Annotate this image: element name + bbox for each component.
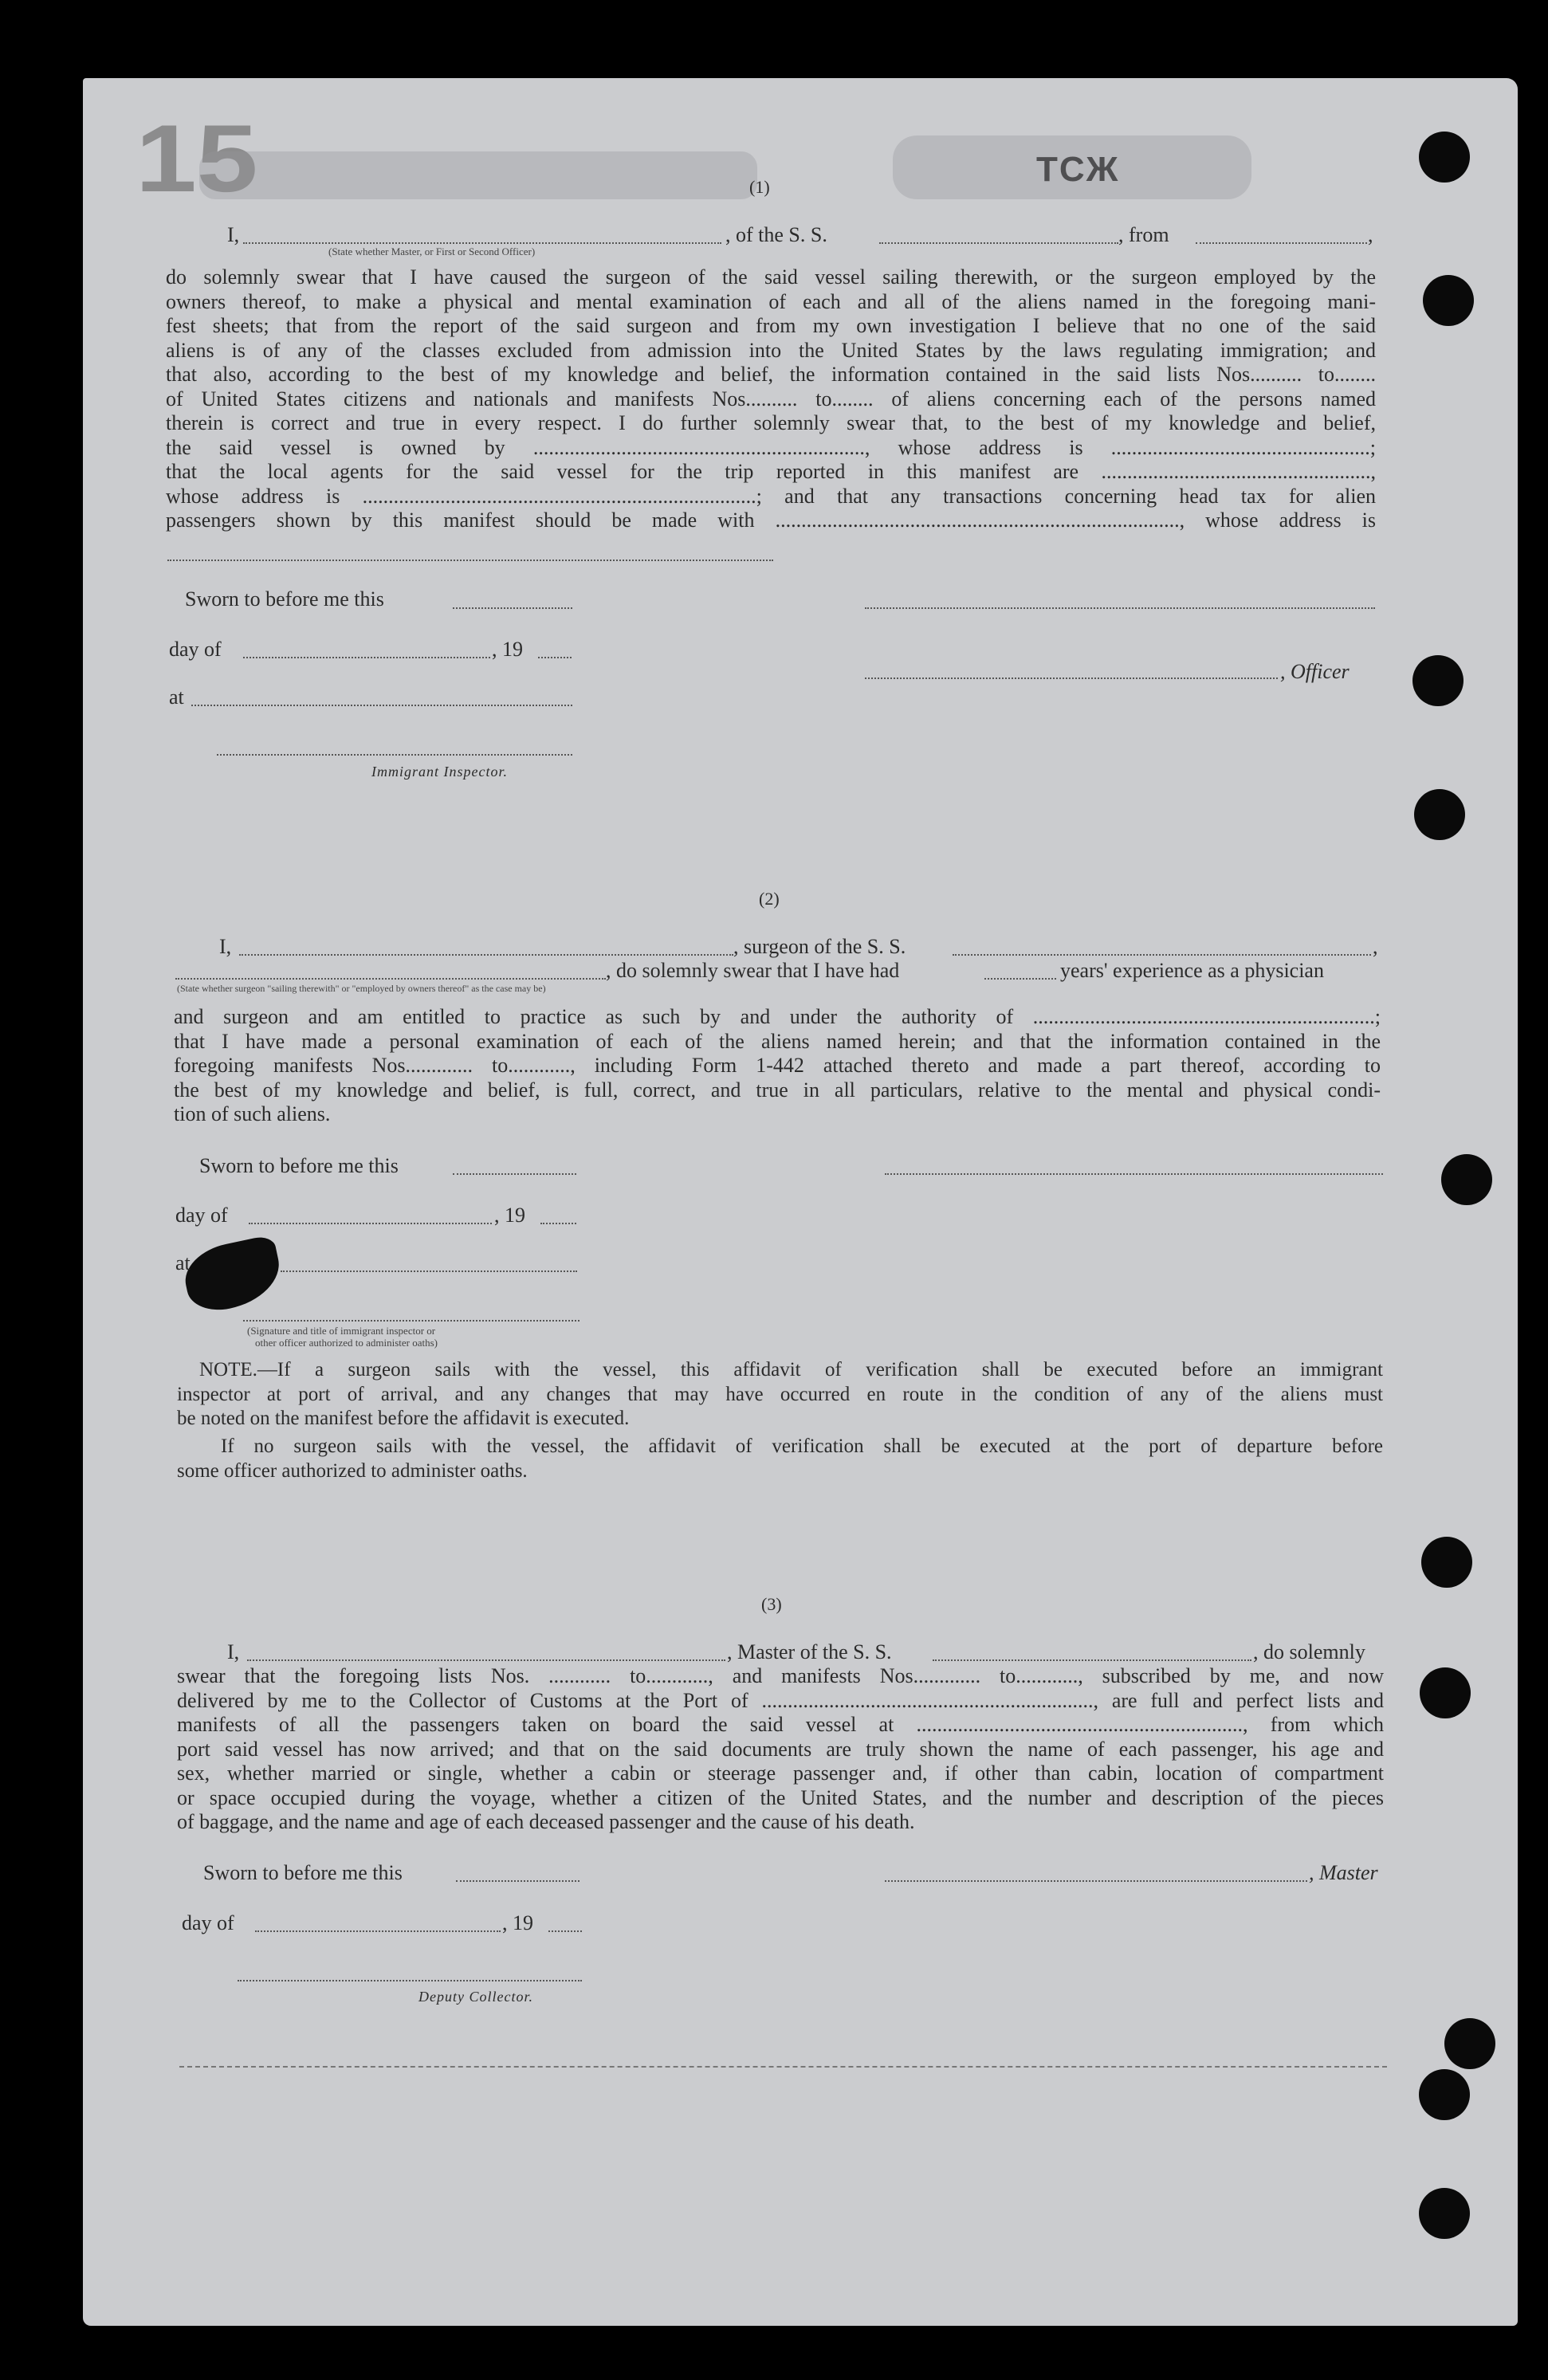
punch-hole [1423,275,1474,326]
section2-i: I, [219,935,232,958]
day-field[interactable] [255,1930,501,1932]
address-continuation-field[interactable] [167,560,773,561]
officer-label: , Officer [1280,660,1350,683]
punch-hole [1444,2018,1495,2069]
at-field[interactable] [191,705,572,706]
stamp-number: 15 [135,105,258,212]
section2-number: (2) [759,889,780,909]
deputy-signature-field[interactable] [238,1980,582,1981]
punch-hole [1412,655,1464,706]
sworn-label: Sworn to before me this [203,1861,403,1884]
do-solemnly-label: , do solemnly swear that I have had [606,959,900,982]
surgeon-name-field[interactable] [239,954,733,956]
stamp-top-right: ТСЖ [1036,150,1120,189]
day-of-label: day of [175,1204,228,1227]
para-line: owners thereof, to make a physical and mental examination of each and all of the aliens named in the foregoing mani- [166,289,1376,313]
para-line: that the local agents for the said vessel for the trip reported in this manifest are ...................................................., [166,460,1376,483]
para-line: of baggage, and the name and age of each deceased passenger and the cause of his death. [177,1810,915,1833]
officer-signature-top[interactable] [865,607,1375,609]
punch-hole [1414,789,1465,840]
para-line: and surgeon and am entitled to practice as such by and under the authority of ..................................................................; [174,1005,1381,1028]
para-line: be noted on the manifest before the affidavit is executed. [177,1408,630,1429]
section1-i: I, [227,223,240,246]
comma: , [1373,935,1378,958]
master-signature-field[interactable] [885,1880,1307,1882]
surgeon-status-field[interactable] [175,978,606,980]
para-line: foregoing manifests Nos............. to............, including Form 1-442 attached thereto and made a part thereof, according to [174,1054,1381,1077]
surgeon-of-label: , surgeon of the S. S. [733,935,906,958]
para-line: swear that the foregoing lists Nos. ............ to............, and manifests Nos............. to............, subscribed by me, and now [177,1664,1384,1687]
para-line: sex, whether married or single, whether a cabin or steerage passenger and, if other than cabin, location of compartment [177,1761,1384,1785]
year-label: , 19 [492,638,523,661]
inspector-signature-field[interactable] [217,754,572,756]
year-field[interactable] [540,1223,576,1224]
para-line: delivered by me to the Collector of Customs at the Port of ................................................................, are full and perfect lists and [177,1688,1384,1712]
surgeon-signature-field[interactable] [885,1173,1383,1175]
of-the-ss-label: , of the S. S. [725,223,827,246]
inspector-label: Immigrant Inspector. [371,764,508,780]
para-line: tion of such aliens. [174,1102,331,1125]
inspector-signature-field[interactable] [243,1320,580,1322]
para-line: If no surgeon sails with the vessel, the affidavit of verification shall be executed at the port of departure before [221,1435,1383,1457]
punch-hole [1441,1154,1492,1205]
punch-hole [1421,1537,1472,1588]
note-master: (State whether Master, or First or Second Officer) [328,245,536,257]
master-vessel-field[interactable] [933,1659,1251,1661]
para-line: the said vessel is owned by ................................................................, whose address is ..................................................; [166,435,1376,459]
note-paragraph-2 [177,1435,1383,1483]
section1-number: (1) [749,177,770,197]
vessel-name-field[interactable] [879,242,1118,244]
sworn-label: Sworn to before me this [199,1154,399,1177]
para-line: manifests of all the passengers taken on board the said vessel at ..............................................................., from which [177,1713,1384,1736]
stamp-smudge [199,151,757,199]
at-label: at [175,1251,191,1274]
from-label: , from [1118,223,1169,246]
para-line: inspector at port of arrival, and any changes that may have occurred en route in the condition of any of the aliens must [177,1383,1383,1405]
years-experience-label: years' experience as a physician [1060,959,1324,982]
day-of-label: day of [182,1911,234,1934]
para-line: aliens is of any of the classes excluded from admission into the United States by the laws regulating immigration; and [166,338,1376,362]
year-field[interactable] [538,657,572,658]
day-field[interactable] [243,657,490,658]
para-line: or space occupied during the voyage, whether a citizen of the United States, and the number and description of the pieces [177,1785,1384,1809]
para-line: that also, according to the best of my knowledge and belief, the information contained in the said lists Nos.......... to........ [166,363,1376,386]
para-line: the best of my knowledge and belief, is full, correct, and true in all particulars, relative to the mental and physical condi- [174,1078,1381,1102]
para-line: that I have made a personal examination of each of the aliens named herein; and that the information contained in the [174,1029,1381,1053]
master-label: , Master [1309,1861,1378,1884]
bottom-divider [179,2066,1387,2068]
at-field[interactable] [281,1271,577,1272]
stamp-smudge-right [893,135,1251,199]
para-line: fest sheets; that from the report of the said surgeon and from my own investigation I believe that no one of the said [166,314,1376,337]
from-port-field[interactable] [1196,242,1367,244]
year-label: , 19 [502,1911,533,1934]
para-line: port said vessel has now arrived; and that on the said documents are truly shown the name of each passenger, his age and [177,1737,1384,1761]
para-line: whose address is ............................................................................; and that any transactions concerning head tax for alien [166,484,1376,508]
year-field[interactable] [548,1930,582,1932]
para-line: do solemnly swear that I have caused the surgeon of the said vessel sailing therewith, or the surgeon employed by the [166,265,1376,289]
deputy-label: Deputy Collector. [418,1989,533,2005]
officer-signature-field[interactable] [865,677,1278,679]
years-field[interactable] [984,978,1056,980]
day-field[interactable] [249,1223,492,1224]
para-line: therein is correct and true in every respect. I do further solemnly swear that, to the best of my knowledge and belief, [166,411,1376,434]
at-label: at [169,685,184,709]
para-line: NOTE.—If a surgeon sails with the vessel, this affidavit of verification shall be executed before an immigrant [199,1359,1383,1380]
surgeon-vessel-field[interactable] [953,954,1371,956]
para-line: of United States citizens and nationals and manifests Nos.......... to........ of aliens concerning each of the persons named [166,387,1376,410]
sworn-date-field[interactable] [453,1173,576,1175]
master-of-label: , Master of the S. S. [727,1640,892,1663]
punch-hole [1419,2069,1470,2120]
section3-number: (3) [761,1594,782,1614]
para-line: passengers shown by this manifest should be made with .............................................................................., whose address is [166,509,1376,532]
punch-hole [1419,2188,1470,2239]
sworn-date-field[interactable] [456,1880,580,1882]
sworn-date-field[interactable] [453,607,572,609]
note-paragraph [177,1358,1383,1432]
day-of-label: day of [169,638,222,661]
master-name-field[interactable] [243,242,721,244]
signature-note: other officer authorized to administer oaths) [255,1337,438,1349]
do-solemnly-label: , do solemnly [1253,1640,1365,1663]
master-name-field[interactable] [247,1659,725,1661]
section1-paragraph [166,265,1376,533]
punch-hole [1420,1667,1471,1718]
section2-paragraph [174,1005,1381,1127]
sworn-label: Sworn to before me this [185,587,384,611]
year-label: , 19 [494,1204,525,1227]
para-line: some officer authorized to administer oaths. [177,1459,528,1482]
section3-i: I, [227,1640,240,1663]
comma: , [1368,223,1373,246]
note-surgeon: (State whether surgeon "sailing therewith" or "employed by owners thereof" as the case may be) [177,983,546,994]
punch-hole [1419,132,1470,183]
signature-note: (Signature and title of immigrant inspector or [247,1325,436,1337]
section3-paragraph [177,1664,1384,1835]
